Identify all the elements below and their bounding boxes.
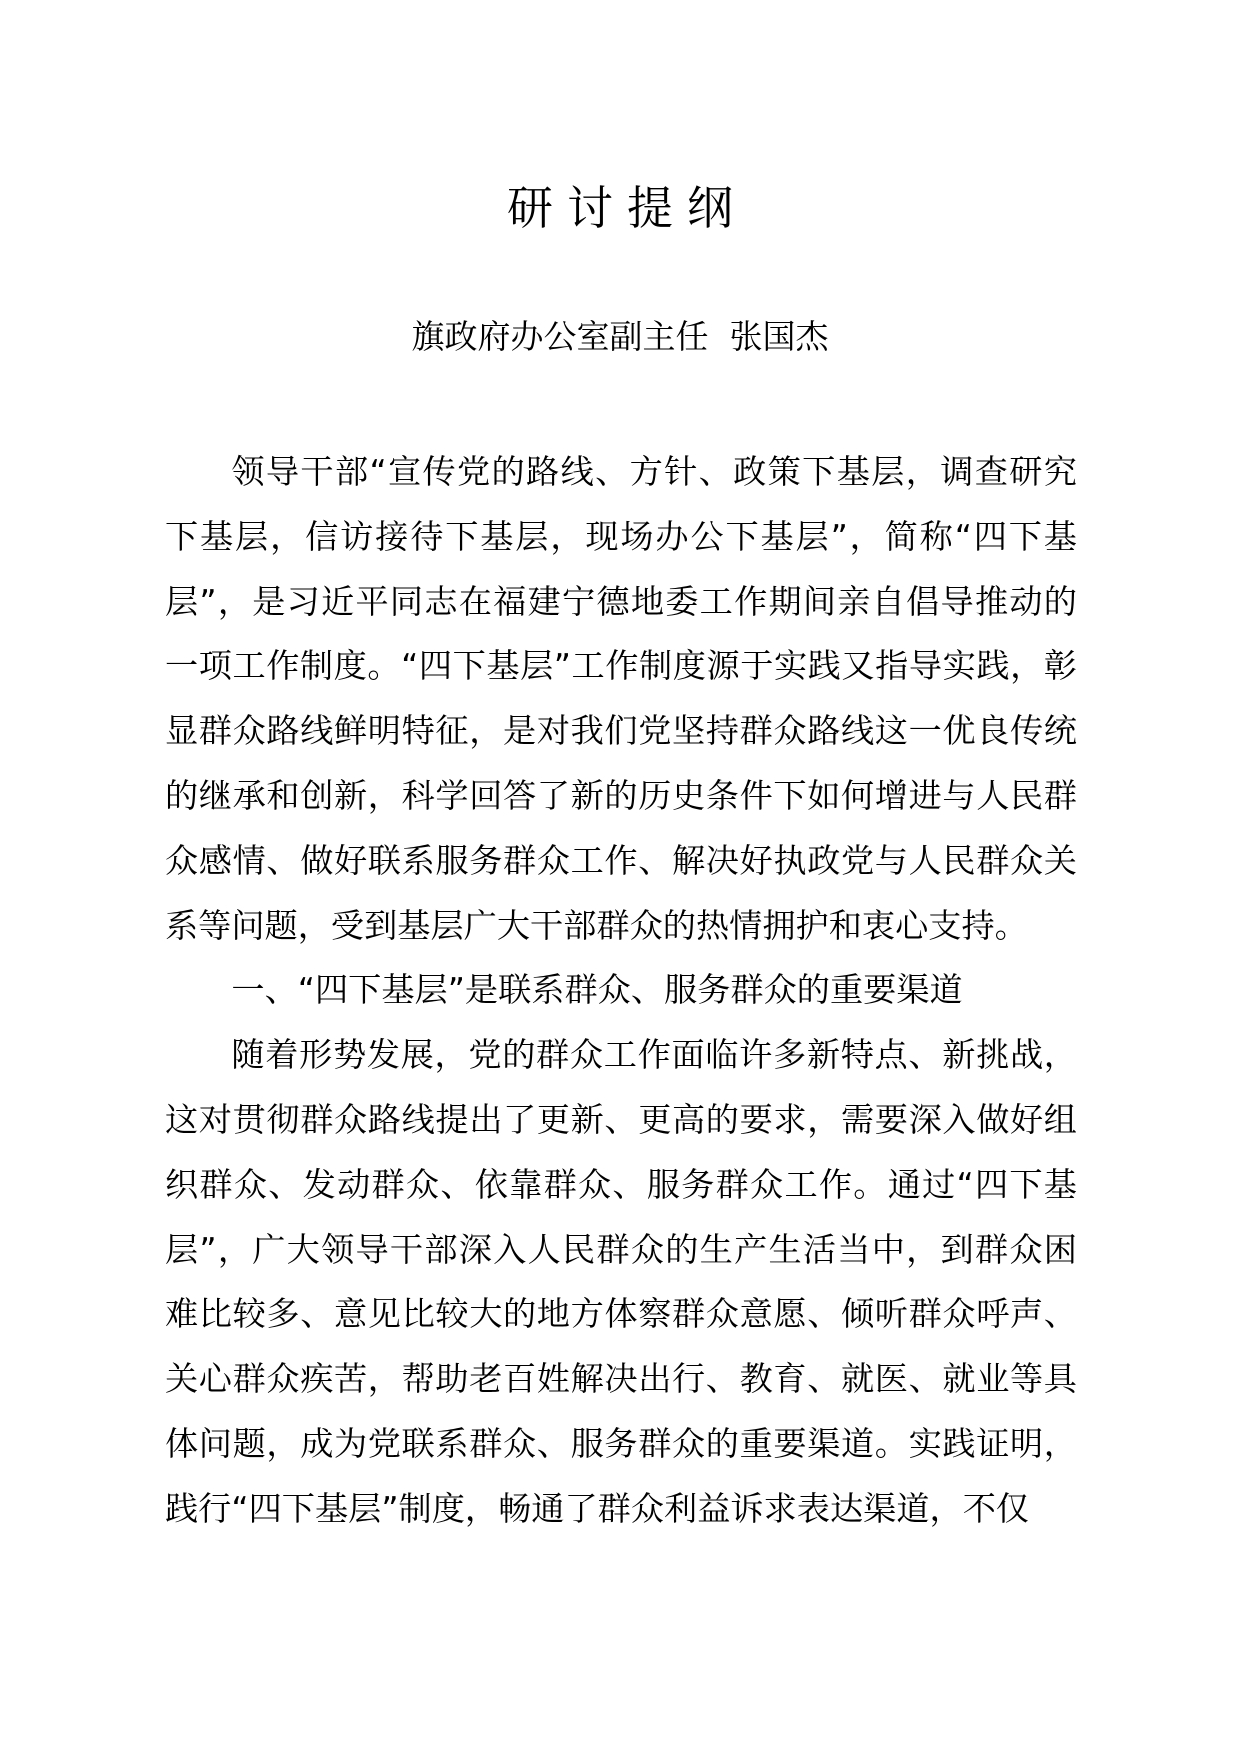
- document-title: 研讨提纲: [507, 181, 747, 235]
- paragraph-section-1: 随着形势发展，党的群众工作面临许多新特点、新挑战，这对贯彻群众路线提出了更新、更高的要求，需要深入做好组织群众、发动群众、依靠群众、服务群众工作。通过“四下基层”，广大领导干部深入人民群众的生产生活当中，到群众困难比较多、意见比较大的地方体察群众意愿、倾听群众呼声、关心群众疾苦，帮助老百姓解决出行、教育、就医、就业等具体问题，成为党联系群众、服务群众的重要渠道。实践证明，践行“四下基层”制度，畅通了群众利益诉求表达渠道，不仅: [165, 1035, 1077, 1528]
- author-line: 旗政府办公室副主任 张国杰: [411, 317, 829, 356]
- section-heading-1: 一、“四下基层”是联系群众、服务群众的重要渠道: [231, 970, 963, 1010]
- document-body: [165, 440, 1077, 1542]
- paragraph-intro: 领导干部“宣传党的路线、方针、政策下基层，调查研究下基层，信访接待下基层，现场办公下基层”，简称“四下基层”，是习近平同志在福建宁德地委工作期间亲自倡导推动的一项工作制度。“四下基层”工作制度源于实践又指导实践，彰显群众路线鲜明特征，是对我们党坚持群众路线这一优良传统的继承和创新，科学回答了新的历史条件下如何增进与人民群众感情、做好联系服务群众工作、解决好执政党与人民群众关系等问题，受到基层广大干部群众的热情拥护和衷心支持。: [165, 452, 1077, 945]
